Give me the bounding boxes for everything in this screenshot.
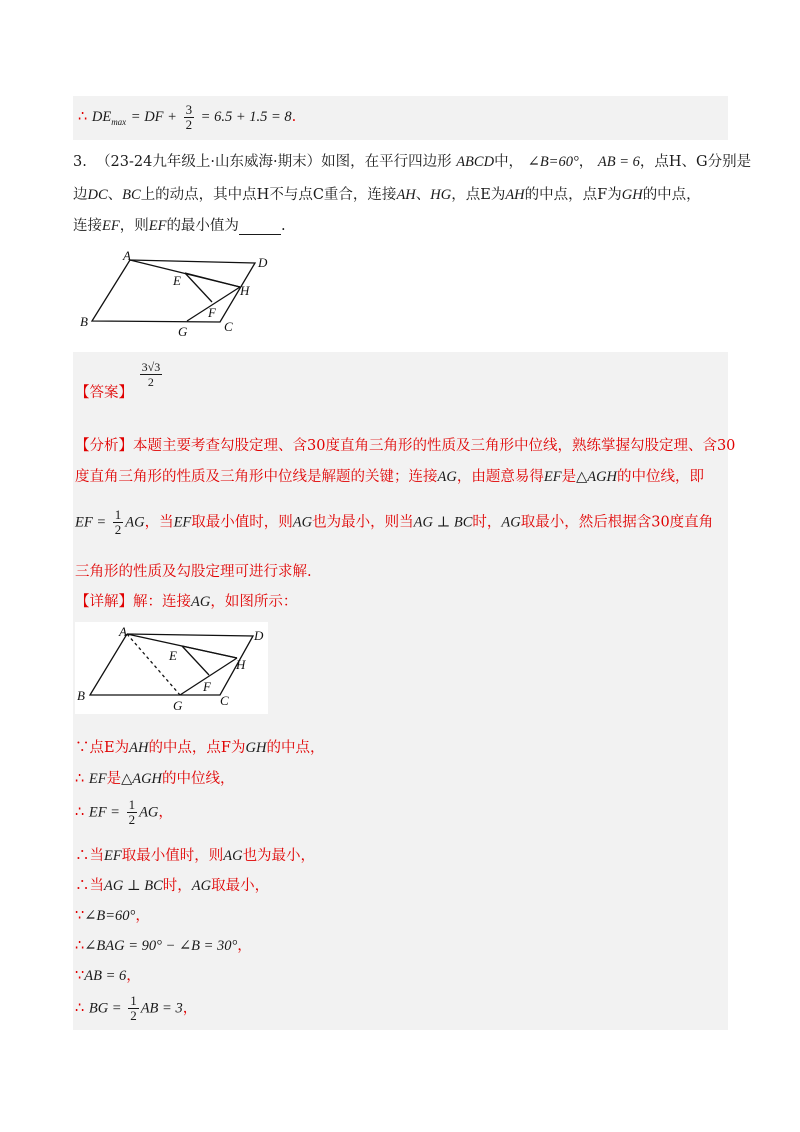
text: . [280, 218, 286, 234]
text: 、 [415, 187, 431, 203]
ag: AG [139, 804, 159, 821]
text: 的中点，点F为 [148, 740, 246, 756]
therefore-symbol: ∴ [75, 848, 90, 864]
ag: AG [292, 514, 313, 531]
text: 、 [107, 187, 123, 203]
ef-eq: EF = [75, 514, 107, 531]
detail-step-7 [75, 934, 252, 955]
expr-rhs: = 6.5 + 1.5 = 8 [200, 109, 292, 125]
figure-parallelogram-1 [75, 245, 285, 340]
text: ， [135, 908, 150, 924]
answer-blank [239, 220, 281, 235]
triangle-agh: △AGH [576, 469, 618, 485]
text: 的中位线，即 [617, 469, 705, 485]
problem-number: 3. [73, 154, 87, 170]
text: 当 [89, 848, 104, 864]
label-f: F [203, 679, 211, 694]
detail-step-6 [75, 904, 150, 925]
text: 时， [472, 514, 502, 531]
text: 是 [561, 469, 577, 485]
half-fraction: $\frac{1}{2}$ [114, 507, 122, 537]
detail-step-5 [75, 874, 269, 895]
text: ，如图所示： [210, 594, 298, 610]
ah: AH [396, 187, 416, 203]
ag-perp-bc: AG ⊥ BC [413, 514, 473, 531]
max-subscript: max [111, 116, 127, 127]
ef-eq: EF = [88, 804, 120, 821]
text: ，当 [144, 514, 174, 531]
text: 度直角三角形的性质及三角形中位线是解题的关键；连接 [75, 469, 438, 485]
ef: EF [104, 848, 122, 864]
label-c: C [220, 693, 229, 708]
analysis-line-3 [75, 508, 713, 537]
fraction: $\frac{3}{2}$ [185, 101, 193, 132]
detail-tag: 【详解】 [75, 594, 133, 610]
text: 取最小，然后根据含30度直角 [520, 514, 714, 531]
answer-line [75, 360, 164, 401]
detail-step-4 [75, 844, 315, 865]
ag: AG [501, 514, 521, 531]
detail-step-9 [75, 994, 197, 1023]
therefore-symbol: ∴ [75, 878, 90, 894]
gh: GH [245, 740, 267, 756]
analysis-line-4 [75, 560, 312, 581]
problem-line-1 [73, 150, 751, 171]
hg: HG [430, 187, 452, 203]
text: 本题主要考查勾股定理、含30度直角三角形的性质及三角形中位线，熟练掌握勾股定理、含30 [133, 438, 736, 454]
answer-fraction: $\frac{3√3}{2}$ [141, 360, 161, 389]
problem-line-3 [73, 214, 286, 235]
therefore-symbol: ∴ [75, 938, 85, 954]
detail-step-1 [75, 736, 324, 757]
ah: AH [129, 740, 149, 756]
text: 的中点， [266, 740, 325, 756]
text: 当 [89, 878, 104, 894]
label-e: E [169, 648, 177, 663]
ef: EF [148, 218, 167, 234]
text: 的最小值为 [166, 218, 239, 234]
label-d: D [258, 255, 268, 270]
text: ， [158, 804, 173, 821]
text: ，点H、G分别是 [639, 154, 752, 170]
detail-step-3 [75, 798, 173, 827]
label-b: B [80, 314, 88, 329]
text: 的中点，点F为 [524, 187, 622, 203]
max-distance-formula [78, 100, 296, 139]
therefore-symbol: ∴ [75, 771, 85, 787]
half-fraction: $\frac{1}{2}$ [128, 797, 136, 827]
label-h: H [240, 283, 250, 298]
detail-step-8 [75, 964, 141, 985]
angle-bag: ∠BAG = 90° − ∠B = 30° [84, 938, 238, 954]
text: ， [126, 968, 141, 984]
text: 解：连接 [133, 594, 191, 610]
text: 的中点， [642, 187, 701, 203]
label-a: A [119, 624, 127, 639]
text: 边 [73, 187, 88, 203]
label-e: E [173, 273, 181, 288]
ab-length: AB = 6 [84, 968, 127, 984]
text: 是 [106, 771, 122, 787]
text: 上的动点，其中点H不与点C重合，连接 [140, 187, 397, 203]
ab-length: AB = 6 [597, 154, 640, 170]
ef: EF [88, 771, 107, 787]
text: ，点E为 [451, 187, 506, 203]
triangle-agh: △AGH [121, 771, 163, 787]
text: 连接 [73, 218, 102, 234]
therefore-symbol: ∴ [75, 804, 85, 821]
bg-eq: BG = [88, 1000, 122, 1017]
text: 取最小值时，则 [121, 848, 224, 864]
text: 时， [162, 878, 192, 894]
analysis-tag: 【分析】 [75, 438, 133, 454]
label-g: G [178, 324, 188, 339]
problem-source: （23-24九年级上·山东威海·期末）如图，在平行四边形 [96, 154, 452, 170]
label-h: H [236, 657, 246, 672]
text: ，则 [119, 218, 149, 234]
text: ， [182, 1000, 198, 1017]
half-fraction: $\frac{1}{2}$ [130, 993, 137, 1023]
analysis-line-2 [75, 465, 704, 486]
because-symbol: ∵ [75, 908, 85, 924]
text: ， [578, 154, 594, 170]
therefore-symbol: ∴ [78, 109, 88, 125]
bc: BC [122, 187, 141, 203]
ef: EF [102, 218, 120, 234]
text: ， [237, 938, 252, 954]
answer-tag: 【答案】 [75, 384, 133, 401]
because-symbol: ∵ [75, 740, 90, 756]
analysis-line-1 [75, 434, 735, 455]
because-symbol: ∵ [75, 968, 85, 984]
ag: AG [125, 514, 145, 531]
therefore-symbol: ∴ [75, 1000, 85, 1017]
label-b: B [77, 688, 85, 703]
period: . [291, 109, 297, 125]
label-d: D [254, 628, 264, 643]
expr-mid: = DF + [130, 109, 177, 125]
label-c: C [224, 319, 233, 334]
label-a: A [123, 248, 131, 263]
ef: EF [543, 469, 562, 485]
angle-b: ∠B=60° [84, 908, 136, 924]
label-f: F [208, 305, 216, 320]
text: 取最小值时，则 [191, 514, 293, 531]
text: 点E为 [89, 740, 130, 756]
text: ，由题意易得 [456, 469, 544, 485]
de-label: DE [91, 109, 112, 125]
detail-step-2 [75, 767, 235, 788]
text: 也为最小，则当 [312, 514, 414, 531]
detail-intro [75, 590, 297, 611]
text: 取最小， [211, 878, 270, 894]
figure-parallelogram-2 [75, 622, 268, 714]
ah: AH [505, 187, 525, 203]
ag: AG [223, 848, 243, 864]
ef: EF [173, 514, 192, 531]
angle-b: ∠B=60° [527, 154, 579, 170]
ag-perp-bc: AG ⊥ BC [104, 878, 163, 894]
ag: AG [437, 469, 457, 485]
parallelogram-name: ABCD [456, 154, 495, 170]
ag: AG [191, 878, 212, 894]
ab-half: AB = 3 [140, 1000, 183, 1017]
text: 中， [494, 154, 524, 170]
text: 的中位线， [162, 771, 235, 787]
ag: AG [191, 594, 211, 610]
label-g: G [173, 698, 183, 713]
text: 也为最小， [242, 848, 316, 864]
gh: GH [621, 187, 643, 203]
text: 三角形的性质及勾股定理可进行求解. [75, 564, 312, 580]
dc: DC [87, 187, 108, 203]
problem-line-2 [73, 183, 701, 204]
